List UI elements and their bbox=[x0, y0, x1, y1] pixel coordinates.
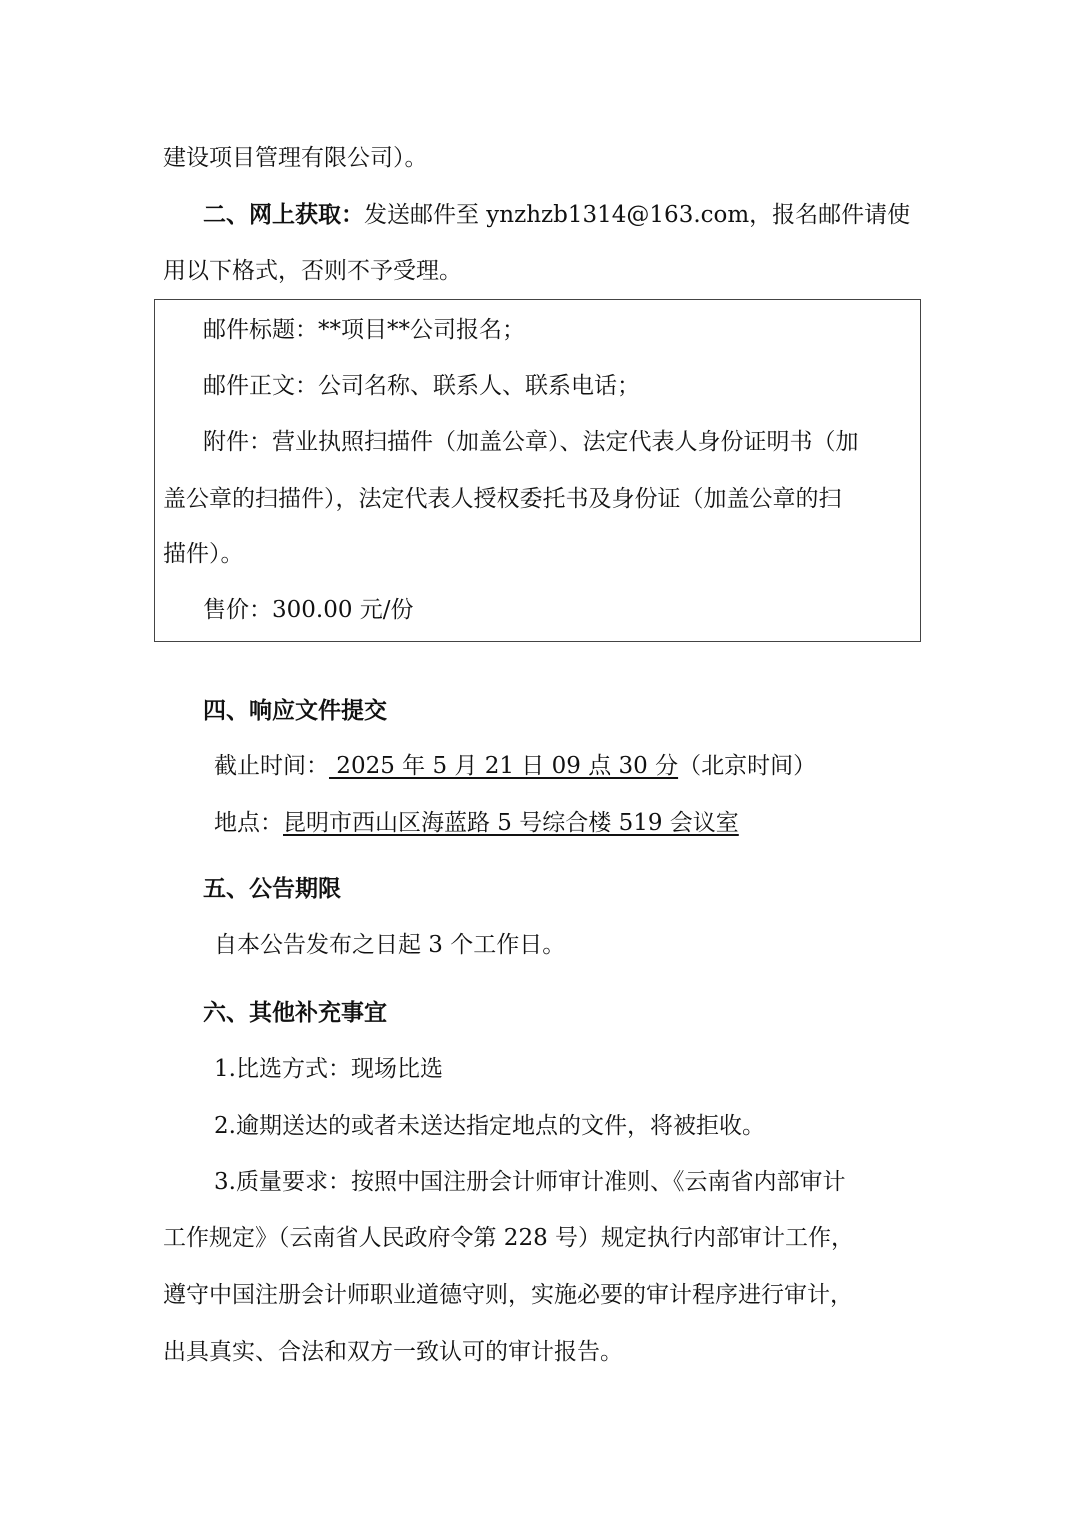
location-line bbox=[214, 808, 739, 838]
section6-item-1: 1.比选方式：现场比选 bbox=[214, 1056, 443, 1082]
intro-tail: 建设项目管理有限公司）。 bbox=[163, 145, 428, 171]
email-body: 邮件正文：公司名称、联系人、联系电话； bbox=[203, 373, 640, 399]
section6-item-3-line-3: 遵守中国注册会计师职业道德守则，实施必要的审计程序进行审计， bbox=[163, 1282, 853, 1308]
location-value: 昆明市西山区海蓝路 5 号综合楼 519 会议室 bbox=[283, 810, 739, 836]
email-format-box bbox=[154, 299, 921, 642]
email-attach-3: 描件）。 bbox=[163, 541, 244, 567]
location-label: 地点： bbox=[214, 810, 283, 836]
deadline-line bbox=[214, 751, 816, 781]
deadline-label: 截止时间： bbox=[214, 753, 329, 779]
online-email-text: 发送邮件至 ynzhzb1314@163.com，报名邮件请使 bbox=[364, 202, 911, 228]
section5-heading: 五、公告期限 bbox=[203, 876, 341, 902]
online-line-1 bbox=[203, 200, 910, 230]
section5-text: 自本公告发布之日起 3 个工作日。 bbox=[214, 932, 566, 958]
deadline-suffix: （北京时间） bbox=[678, 753, 817, 779]
email-attach-1: 附件：营业执照扫描件（加盖公章）、法定代表人身份证明书（加 bbox=[203, 429, 859, 455]
section6-item-3-line-2: 工作规定》（云南省人民政府令第 228 号）规定执行内部审计工作， bbox=[163, 1225, 855, 1251]
email-price: 售价：300.00 元/份 bbox=[203, 597, 414, 623]
online-heading: 二、网上获取： bbox=[203, 202, 364, 228]
section6-item-3-line-4: 出具真实、合法和双方一致认可的审计报告。 bbox=[163, 1339, 623, 1365]
online-line-2: 用以下格式，否则不予受理。 bbox=[163, 258, 462, 284]
section6-heading: 六、其他补充事宜 bbox=[203, 1000, 387, 1026]
section4-heading: 四、响应文件提交 bbox=[203, 698, 387, 724]
deadline-value: 2025 年 5 月 21 日 09 点 30 分 bbox=[329, 753, 679, 779]
section6-item-3-line-1: 3.质量要求：按照中国注册会计师审计准则、《云南省内部审计 bbox=[214, 1169, 846, 1195]
email-subject: 邮件标题：**项目**公司报名； bbox=[203, 317, 525, 343]
email-attach-2: 盖公章的扫描件），法定代表人授权委托书及身份证（加盖公章的扫 bbox=[163, 486, 842, 512]
section6-item-2: 2.逾期送达的或者未送达指定地点的文件，将被拒收。 bbox=[214, 1113, 765, 1139]
